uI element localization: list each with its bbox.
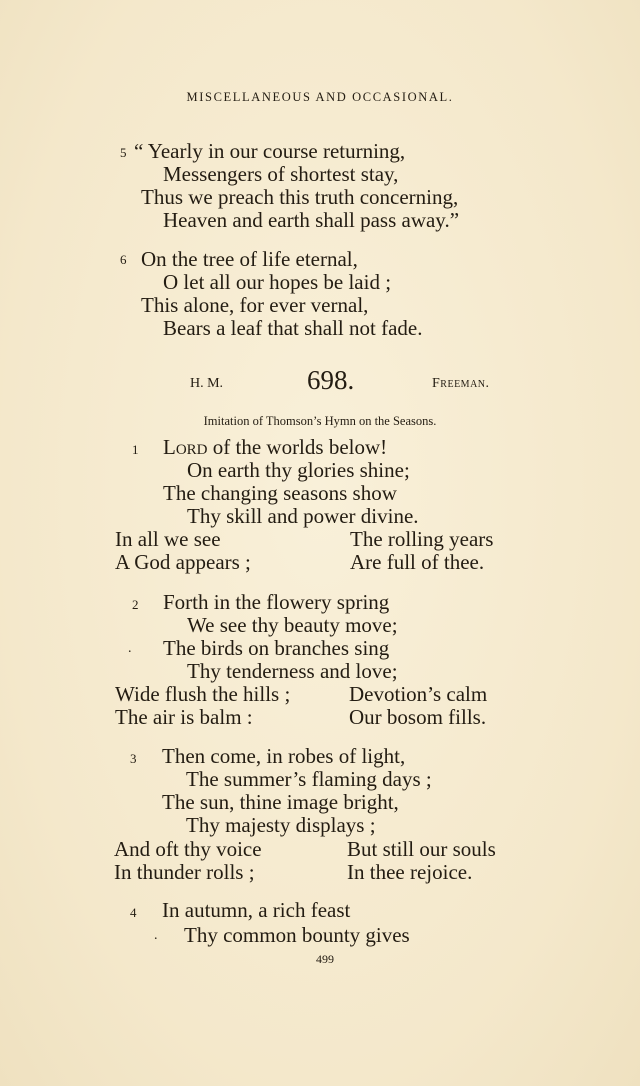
print-speck: . <box>128 641 132 656</box>
verse-line: The changing seasons show <box>163 481 397 505</box>
verse-line-right: The rolling years <box>350 527 494 551</box>
verse-line: We see thy beauty move; <box>187 613 398 637</box>
verse-line: O let all our hopes be laid ; <box>163 270 392 294</box>
verse-line: The summer’s flaming days ; <box>186 767 432 791</box>
verse-line <box>163 437 387 458</box>
stanza-number: 2 <box>132 597 139 612</box>
verse-line: Thy skill and power divine. <box>187 504 419 528</box>
hymn-subtitle: Imitation of Thomson’s Hymn on the Seasons. <box>203 414 437 428</box>
verse-line: Forth in the flowery spring <box>163 590 390 614</box>
stanza-number: 5 <box>120 145 127 160</box>
stanza-number: 6 <box>120 252 127 267</box>
verse-line: Thy tenderness and love; <box>187 659 398 683</box>
running-head: MISCELLANEOUS AND OCCASIONAL. <box>186 90 454 104</box>
verse-line-right: But still our souls <box>347 837 496 861</box>
verse-line: Thus we preach this truth concerning, <box>141 185 459 209</box>
hymn-number: 698. <box>307 365 355 395</box>
verse-line: In autumn, a rich feast <box>162 898 351 922</box>
verse-line-right: In thee rejoice. <box>347 860 473 884</box>
verse-line-right: Our bosom fills. <box>349 705 487 729</box>
verse-line-left: In all we see <box>115 527 221 551</box>
verse-line-left: The air is balm : <box>115 705 253 729</box>
print-speck: . <box>154 928 158 943</box>
verse-line-right: Devotion’s calm <box>349 682 488 706</box>
verse-first-word: Lord <box>163 435 208 459</box>
verse-line: Thy common bounty gives <box>184 923 410 947</box>
verse-line: Thy majesty displays ; <box>186 813 376 837</box>
verse-line: Messengers of shortest stay, <box>163 162 399 186</box>
verse-line: Then come, in robes of light, <box>162 744 406 768</box>
verse-line: “ Yearly in our course returning, <box>134 139 406 163</box>
verse-line-left: And oft thy voice <box>114 837 262 861</box>
verse-line: On the tree of life eternal, <box>141 247 358 271</box>
verse-line-rest: of the worlds below! <box>207 435 388 459</box>
hymn-tune: Freeman. <box>432 376 490 391</box>
stanza-number: 4 <box>130 905 137 920</box>
verse-line: Bears a leaf that shall not fade. <box>163 316 423 340</box>
verse-line-left: A God appears ; <box>115 550 251 574</box>
verse-line: The birds on branches sing <box>163 636 390 660</box>
verse-line: On earth thy glories shine; <box>187 458 410 482</box>
stanza-number: 1 <box>132 442 139 457</box>
verse-line-left: In thunder rolls ; <box>114 860 255 884</box>
stanza-number: 3 <box>130 751 137 766</box>
verse-line-right: Are full of thee. <box>350 550 485 574</box>
verse-line-left: Wide flush the hills ; <box>115 682 291 706</box>
verse-line: This alone, for ever vernal, <box>141 293 369 317</box>
page-number: 499 <box>316 952 334 966</box>
hymn-meter: H. M. <box>190 376 224 391</box>
verse-line: The sun, thine image bright, <box>162 790 399 814</box>
verse-line: Heaven and earth shall pass away.” <box>163 208 460 232</box>
